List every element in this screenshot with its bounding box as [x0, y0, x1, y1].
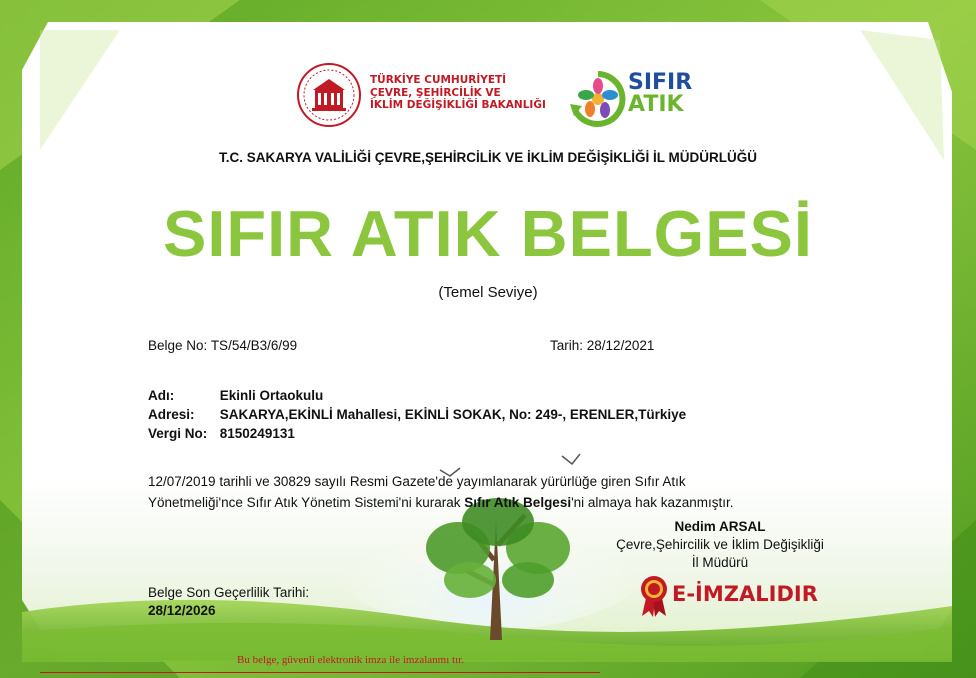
validity-date: 28/12/2026	[148, 603, 216, 618]
logo-line-2: ATIK	[628, 92, 684, 117]
info-address-row	[148, 407, 686, 422]
validity-label: Belge Son Geçerlilik Tarihi:	[148, 585, 310, 600]
zero-waste-logo-text	[628, 72, 692, 116]
document-date	[550, 338, 654, 353]
info-name-row	[148, 388, 323, 403]
document-number-value: TS/54/B3/6/99	[210, 338, 298, 353]
statement-line-2	[148, 492, 828, 513]
logo-line-1: SIFIR	[628, 70, 693, 95]
signatory-title-2: İl Müdürü	[691, 555, 749, 570]
document-number-label: Belge No:	[148, 338, 208, 353]
certificate-level: (Temel Seviye)	[438, 284, 538, 301]
info-tax-row	[148, 426, 295, 441]
directorate-header: T.C. SAKARYA VALİLİĞİ ÇEVRE,ŞEHİRCİLİK VE İKLİM DEĞİŞİKLİĞİ İL MÜDÜRLÜĞÜ	[218, 150, 758, 165]
e-signature-label: E-İMZALIDIR	[672, 582, 818, 606]
statement-certificate-name: Sıfır Atık Belgesi	[464, 495, 572, 510]
statement-line-1: 12/07/2019 tarihli ve 30829 sayılı Resmi Gazete'de yayımlanarak yürürlüğe giren Sıfır Atık	[148, 474, 686, 489]
zero-waste-logo-icon	[568, 70, 628, 128]
document-number	[148, 338, 297, 353]
name-label: Adı:	[148, 388, 175, 403]
tax-value: 8150249131	[219, 426, 295, 441]
address-label: Adresi:	[148, 407, 195, 422]
ministry-name	[370, 74, 546, 112]
tax-label: Vergi No:	[148, 426, 208, 441]
name-value: Ekinli Ortaokulu	[219, 388, 324, 403]
signatory-block	[580, 518, 860, 572]
signatory-name: Nedim ARSAL	[674, 519, 766, 534]
ministry-line-2: ÇEVRE, ŞEHİRCİLİK VE	[370, 86, 501, 99]
ministry-line-1: TÜRKİYE CUMHURİYETİ	[370, 74, 507, 86]
e-signature-seal-icon	[638, 574, 670, 618]
footer-note: Bu belge, güvenli elektronik imza ile imzalanmı tır.	[237, 654, 464, 666]
address-value: SAKARYA,EKİNLİ Mahallesi, EKİNLİ SOKAK, No: 249-, ERENLER,Türkiye	[219, 407, 687, 422]
signatory-title-1: Çevre,Şehircilik ve İklim Değişikliği	[616, 537, 824, 552]
footer-divider	[40, 672, 600, 673]
certificate-title: SIFIR ATIK BELGESİ	[163, 197, 813, 270]
statement-line-2a: Yönetmeliği'nce Sıfır Atık Yönetim Sistemi'ni kurarak	[148, 495, 465, 510]
ministry-line-3: İKLİM DEĞİŞİKLİĞİ BAKANLIĞI	[370, 99, 546, 111]
document-date-value: 28/12/2021	[586, 338, 655, 353]
ministry-emblem-icon	[296, 62, 362, 128]
document-date-label: Tarih:	[550, 338, 584, 353]
statement-line-2c: 'ni almaya hak kazanmıştır.	[571, 495, 734, 510]
certificate-statement	[148, 471, 828, 513]
